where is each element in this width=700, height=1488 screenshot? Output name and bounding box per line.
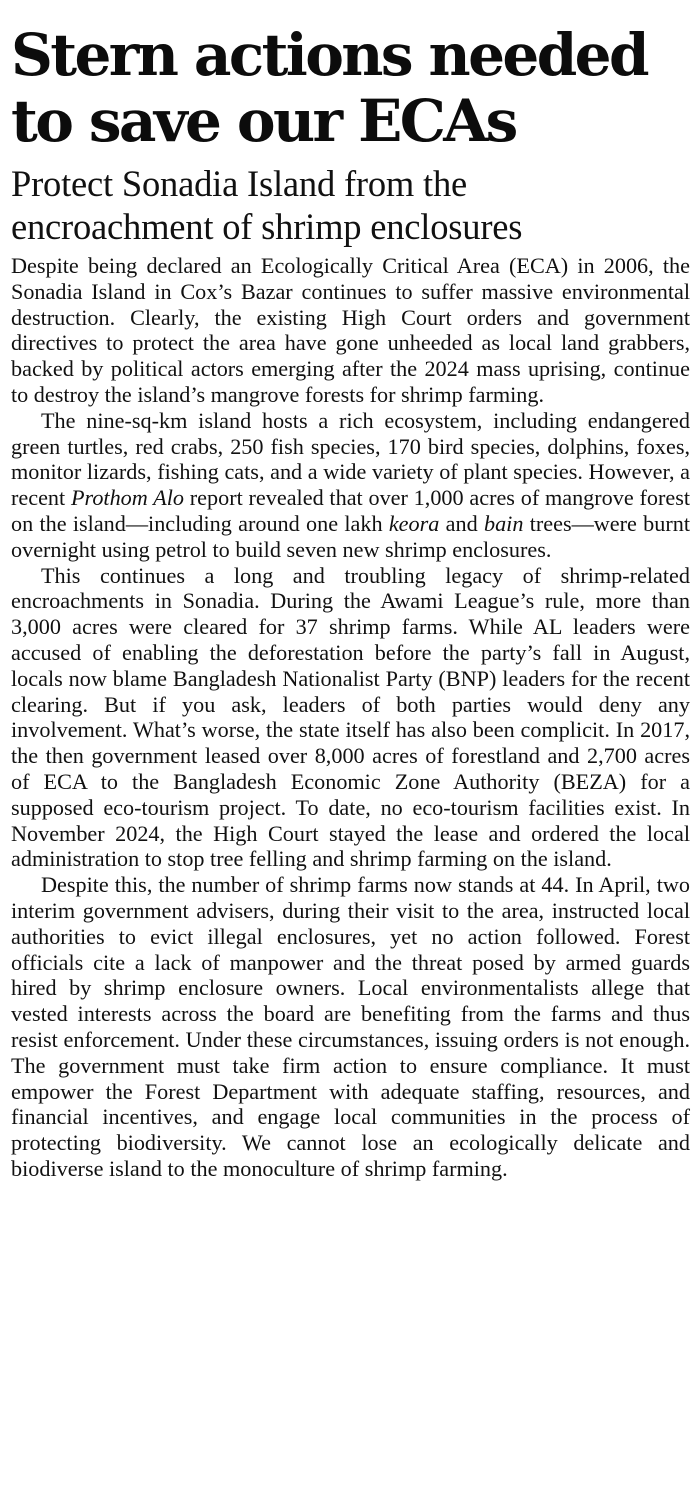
body-paragraph: [11, 408, 690, 563]
article-body: [11, 253, 690, 1182]
italic-term: bain: [483, 510, 524, 536]
paragraph-text: Despite being declared an Ecologically Critical Area (ECA) in 2006, the Sonadia Island in Cox’s Bazar continues to suffer massive environmental destruction. Clearly, the existing High Court orders and government directives to protect the area have gone unheeded as local land grabbers, backed by political actors emerging after the 2024 mass uprising, continue to destroy the island’s mangrove forests for shrimp farming.: [11, 253, 690, 407]
body-paragraph: [11, 872, 690, 1182]
paragraph-text: Despite this, the number of shrimp farms now stands at 44. In April, two interim government advisers, during their visit to the area, instructed local authorities to evict illegal enclosures, yet no action followed. Forest officials cite a lack of manpower and the threat posed by armed guards hired by shrimp enclosure owners. Local environmentalists allege that vested interests across the board are benefiting from the farms and thus resist enforcement. Under these circumstances, issuing orders is not enough. The government must take firm action to ensure compliance. It must empower the Forest Department with adequate staffing, resources, and financial incentives, and engage local communities in the process of protecting biodiversity. We cannot lose an ecologically delicate and biodiverse island to the monoculture of shrimp farming.: [11, 872, 690, 1181]
paragraph-text: This continues a long and troubling legacy of shrimp-related encroachments in Sonadia. During the Awami League’s rule, more than 3,000 acres were cleared for 37 shrimp farms. While AL leaders were accused of enabling the deforestation before the party’s fall in August, locals now blame Bangladesh Nationalist Party (BNP) leaders for the recent clearing. But if you ask, leaders of both parties would deny any involvement. What’s worse, the state itself has also been complicit. In 2017, the then government leased over 8,000 acres of forestland and 2,700 acres of ECA to the Bangladesh Economic Zone Authority (BEZA) for a supposed eco-tourism project. To date, no eco-tourism facilities exist. In November 2024, the High Court stayed the lease and ordered the local administration to stop tree felling and shrimp farming on the island.: [11, 562, 690, 872]
paragraph-text: and: [439, 510, 484, 536]
body-paragraph: [11, 253, 690, 408]
paragraph-text: report revealed that over 1,000 acres of mangrove forest on the island—including around one lakh: [11, 485, 690, 536]
italic-term: keora: [388, 510, 440, 536]
subheadline-line-1: Protect Sonadia Island from the: [11, 163, 468, 204]
italic-term: Prothom Alo: [70, 485, 184, 511]
editorial-article: [11, 0, 690, 1182]
subheadline: [11, 162, 690, 248]
body-paragraph: [11, 563, 690, 873]
paragraph-text: trees—were burnt overnight using petrol to build seven new shrimp enclosures.: [11, 510, 690, 562]
subheadline-line-2: encroachment of shrimp enclosures: [11, 206, 523, 247]
headline-line-2: to save our ECAs: [11, 87, 516, 155]
headline: [11, 22, 690, 154]
paragraph-text: The nine-sq-km island hosts a rich ecosystem, including endangered green turtles, red crabs, 250 fish species, 170 bird species, dolphins, foxes, monitor lizards, fishing cats, and a wide variety of plant species. However, a recent: [11, 407, 690, 511]
headline-line-1: Stern actions needed: [11, 21, 647, 89]
